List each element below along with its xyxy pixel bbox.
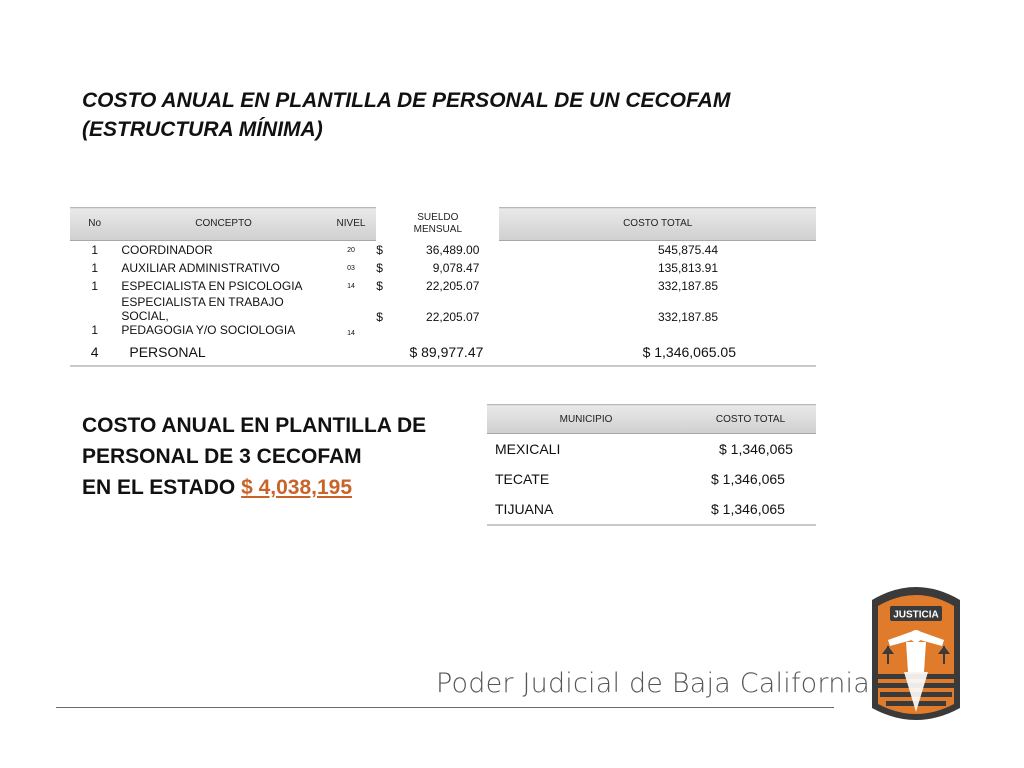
row-costo: 135,813.91 xyxy=(657,261,718,275)
header-concepto: CONCEPTO xyxy=(119,208,325,241)
table-row xyxy=(487,494,816,525)
page-title-line-1: COSTO ANUAL EN PLANTILLA DE PERSONAL DE UN CECOFAM xyxy=(82,89,731,112)
row-sueldo xyxy=(376,241,499,260)
header-nivel: NIVEL xyxy=(326,208,377,241)
header-costo-total: COSTO TOTAL xyxy=(685,405,816,434)
row-nivel: 14 xyxy=(347,330,355,337)
row-no: 1 xyxy=(91,323,99,337)
municipio-name: TECATE xyxy=(495,471,550,487)
sueldo-value: 9,078.47 xyxy=(432,261,480,275)
page-title xyxy=(82,86,782,144)
municipio-name: TIJUANA xyxy=(487,494,685,525)
row-concepto: COORDINADOR xyxy=(121,243,213,257)
municipio-cost-table xyxy=(487,404,816,526)
table-row xyxy=(70,241,816,260)
justicia-seal-icon xyxy=(864,580,968,730)
organization-name: Poder Judicial de Baja California xyxy=(436,668,870,699)
summary-line-2: PERSONAL DE 3 CECOFAM xyxy=(82,445,362,468)
row-sueldo xyxy=(376,259,499,277)
table-row xyxy=(487,464,816,494)
header-no: No xyxy=(70,208,119,241)
state-cost-summary xyxy=(82,410,502,503)
table-total-row xyxy=(70,339,816,366)
row-nivel: 14 xyxy=(347,282,355,290)
staff-table-header-row xyxy=(70,208,816,241)
summary-line-3 xyxy=(82,472,502,503)
municipio-costo: $ 1,346,065 xyxy=(719,441,793,457)
row-nivel: 03 xyxy=(347,264,355,272)
total-costo: $ 1,346,065.05 xyxy=(499,339,816,366)
staff-cost-table xyxy=(70,207,816,367)
row-costo: 545,875.44 xyxy=(657,243,718,257)
municipio-costo: $ 1,346,065 xyxy=(711,471,785,487)
page-title-line-2: (ESTRUCTURA MÍNIMA) xyxy=(82,118,323,141)
header-costo-total: COSTO TOTAL xyxy=(499,208,816,241)
row-sueldo xyxy=(376,295,499,339)
footer-divider xyxy=(56,707,834,708)
row-no: 1 xyxy=(91,279,99,293)
currency-symbol: $ xyxy=(376,310,383,324)
row-concepto: ESPECIALISTA EN PSICOLOGIA xyxy=(121,279,303,293)
currency-symbol: $ xyxy=(376,261,383,275)
row-no: 1 xyxy=(91,261,99,275)
row-costo: 332,187.85 xyxy=(657,279,718,293)
currency-symbol: $ xyxy=(376,279,383,293)
municipio-name: MEXICALI xyxy=(495,441,561,457)
sueldo-value: 36,489.00 xyxy=(426,242,480,257)
total-sueldo: $ 89,977.47 xyxy=(376,339,499,366)
table-row xyxy=(70,277,816,295)
header-sueldo xyxy=(376,208,499,241)
row-concepto: AUXILIAR ADMINISTRATIVO xyxy=(121,261,280,275)
header-sueldo-line-1: SUELDO xyxy=(417,212,459,223)
row-nivel: 20 xyxy=(347,246,355,254)
municipio-costo: $ 1,346,065 xyxy=(685,494,816,525)
row-concepto-line-2: PEDAGOGIA Y/O SOCIOLOGIA xyxy=(121,323,296,337)
seal-label: JUSTICIA xyxy=(893,609,939,621)
row-sueldo xyxy=(376,277,499,295)
row-costo: 332,187.85 xyxy=(657,310,718,324)
sueldo-value: 22,205.07 xyxy=(426,310,480,324)
header-sueldo-line-2: MENSUAL xyxy=(413,224,463,235)
table-row xyxy=(70,259,816,277)
sueldo-value: 22,205.07 xyxy=(426,279,480,293)
row-no: 1 xyxy=(91,243,99,257)
total-nivel-empty xyxy=(326,339,377,366)
municipio-table-header-row xyxy=(487,405,816,434)
row-concepto xyxy=(119,295,325,339)
summary-prefix: EN EL ESTADO xyxy=(82,476,242,499)
table-row xyxy=(70,295,816,339)
summary-total-amount: $ 4,038,195 xyxy=(241,476,353,499)
header-municipio: MUNICIPIO xyxy=(487,405,685,434)
total-no: 4 xyxy=(70,339,119,366)
total-concepto: PERSONAL xyxy=(119,339,325,366)
table-row xyxy=(487,434,816,465)
currency-symbol: $ xyxy=(376,242,383,257)
row-concepto-line-1: ESPECIALISTA EN TRABAJO SOCIAL, xyxy=(121,295,284,323)
summary-line-1: COSTO ANUAL EN PLANTILLA DE xyxy=(82,414,427,437)
